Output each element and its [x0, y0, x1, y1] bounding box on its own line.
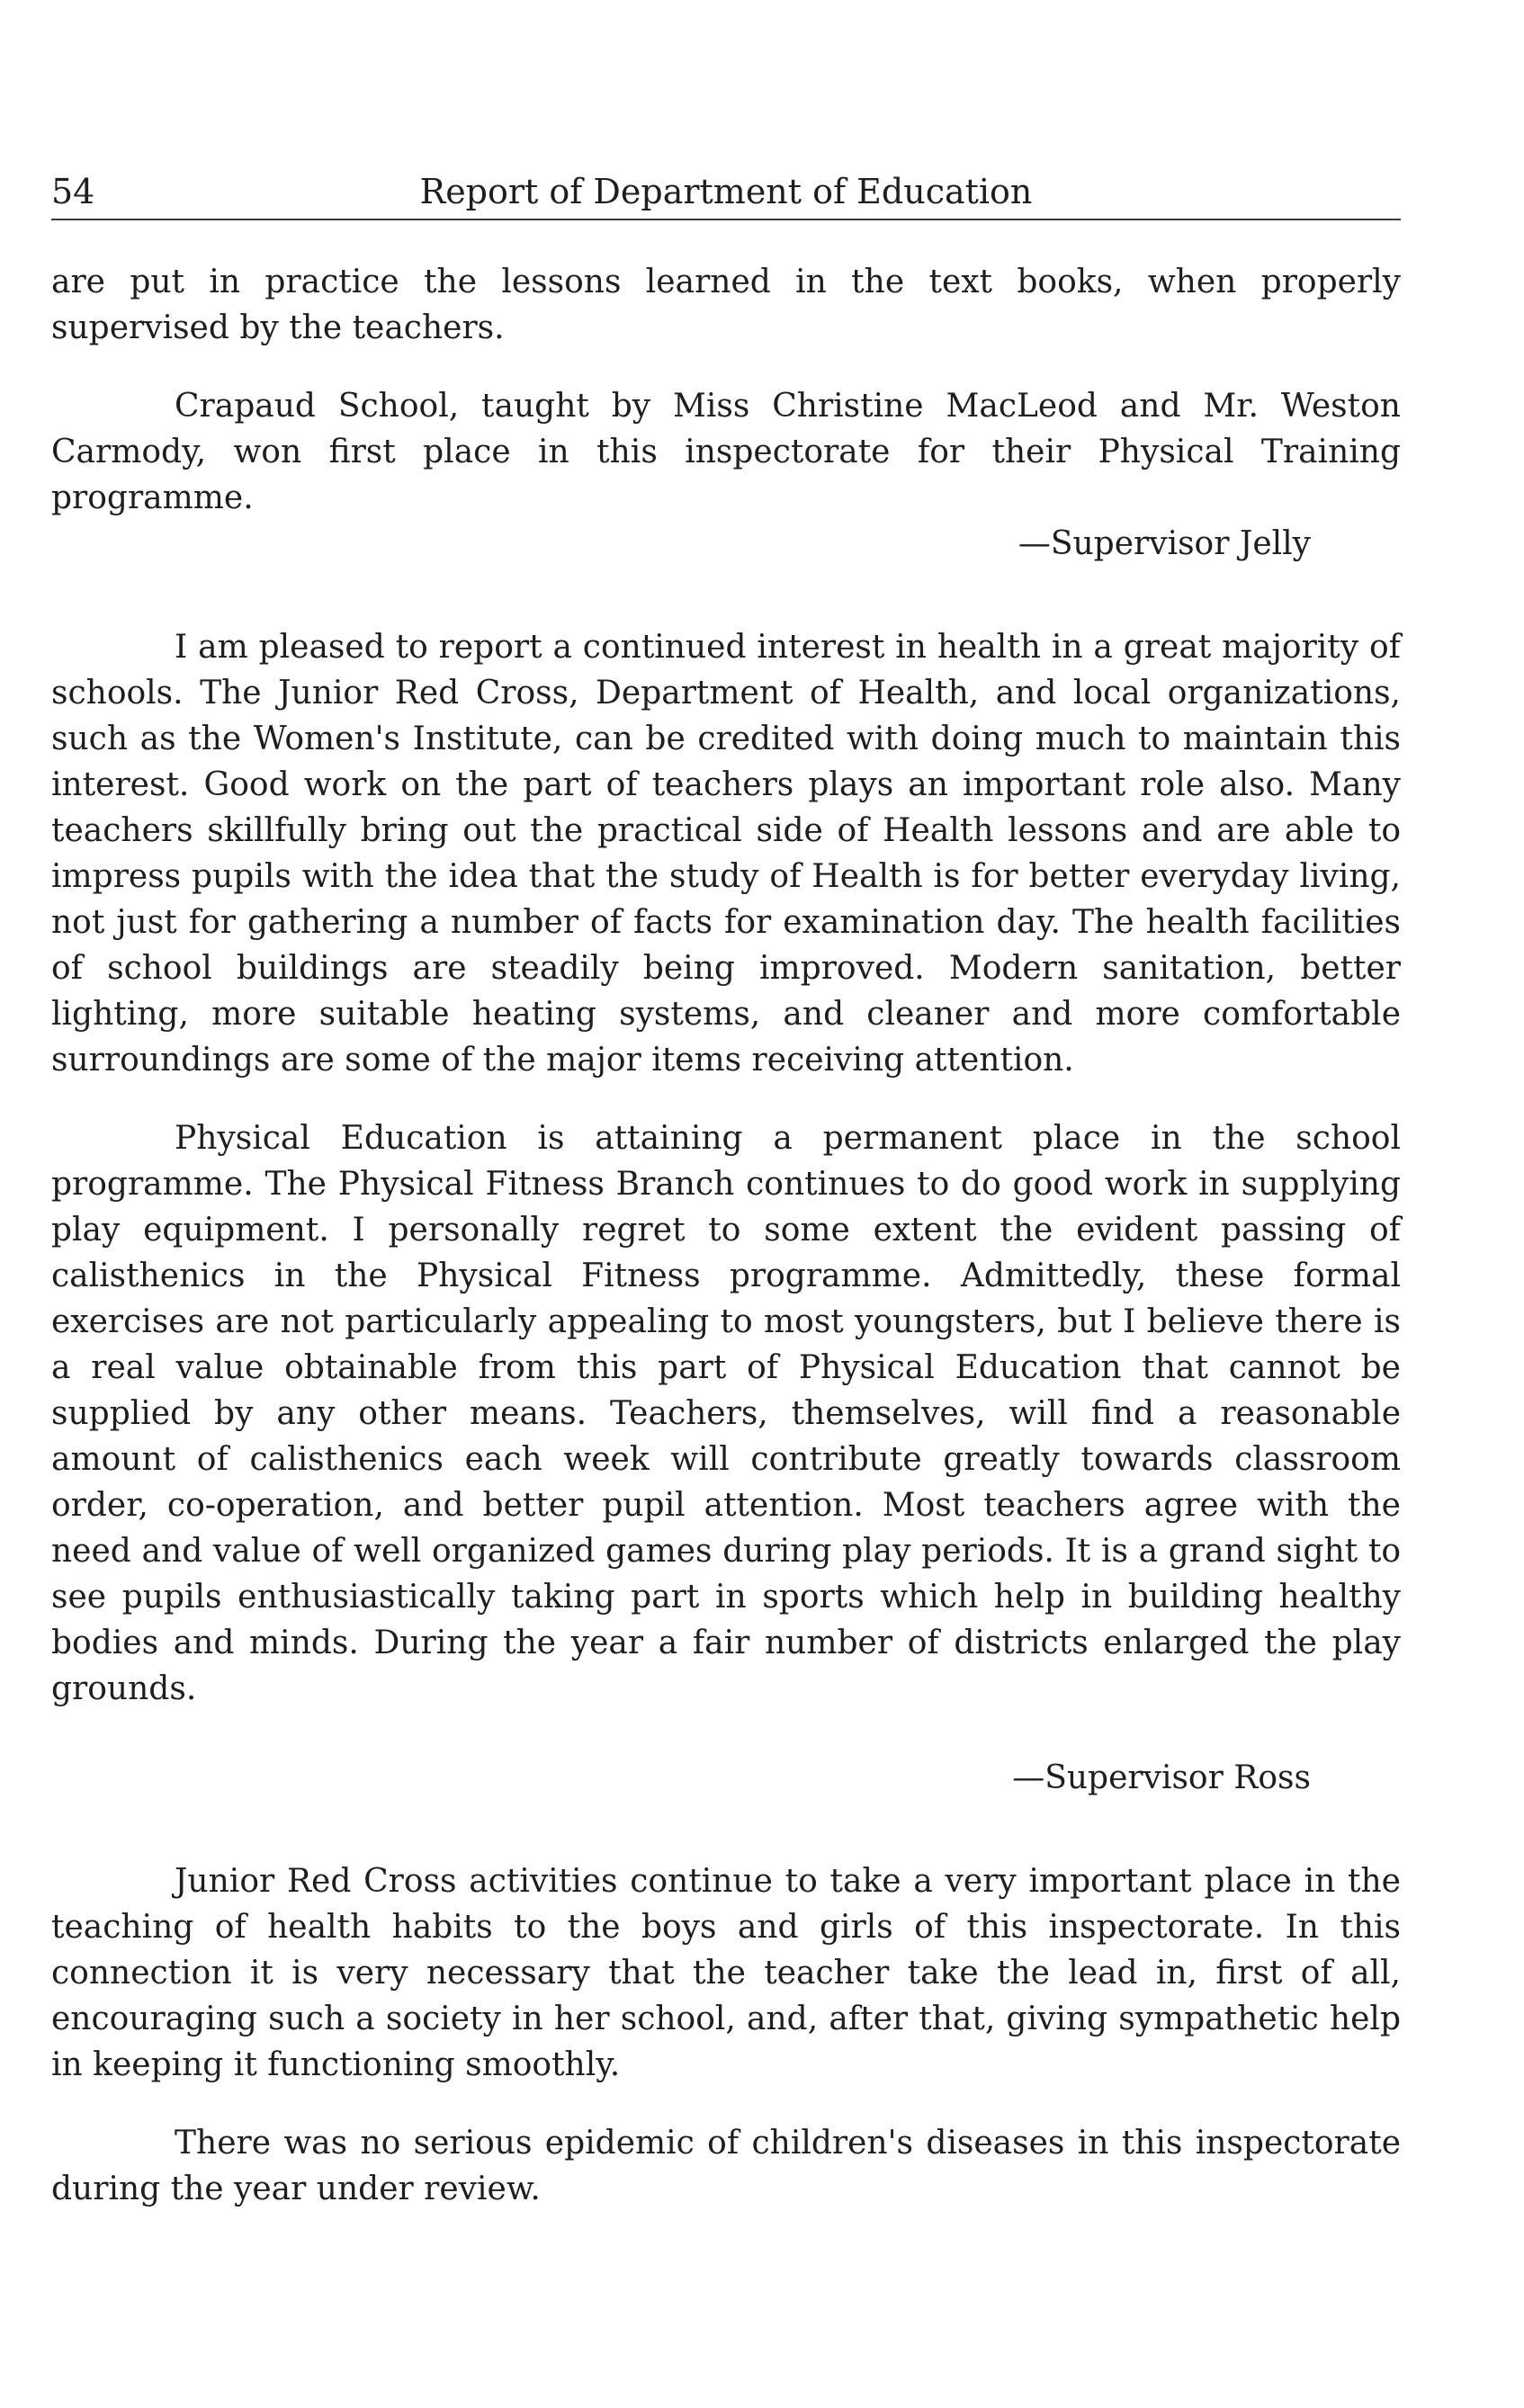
- page-header: [51, 165, 1401, 220]
- running-title: Report of Department of Education: [419, 172, 1033, 211]
- page-number: 54: [51, 172, 95, 211]
- paragraph-epidemic: There was no serious epidemic of children's diseases in this inspectorate during the year under review.: [51, 2125, 1401, 2207]
- signature-supervisor-jelly: —Supervisor Jelly: [1017, 525, 1311, 562]
- paragraph-health-interest: I am pleased to report a continued interest in health in a great majority of schools. The Junior Red Cross, Department of Health, and local organizations, such as the Women's Institute, can be credited with doing much to maintain this interest. Good work on the part of teachers plays an important role also. Many teachers skillfully bring out the practical side of Health lessons and are able to impress pupils with the idea that the study of Health is for better everyday living, not just for gathering a number of facts for examination day. The health facilities of school buildings are steadily being improved. Modern sanitation, better lighting, more suitable heating systems, and cleaner and more comfortable surroundings are some of the major items receiving attention.: [51, 629, 1401, 1079]
- body-text: [51, 259, 1401, 2212]
- paragraph-continued: are put in practice the lessons learned in the text books, when properly supervised by the teachers.: [51, 264, 1401, 346]
- document-page: [51, 0, 1401, 2408]
- paragraph-crapaud-school: Crapaud School, taught by Miss Christine MacLeod and Mr. Weston Carmody, won first place in this inspectorate for their Physical Training programme.: [51, 388, 1401, 516]
- signature-supervisor-ross: —Supervisor Ross: [1012, 1759, 1311, 1796]
- paragraph-junior-red-cross: Junior Red Cross activities continue to take a very important place in the teaching of health habits to the boys and girls of this inspectorate. In this connection it is very necessary that the teacher take the lead in, first of all, encouraging such a society in her school, and, after that, giving sympathetic help in keeping it functioning smoothly.: [51, 1863, 1401, 2083]
- paragraph-physical-education: Physical Education is attaining a permanent place in the school programme. The Physical Fitness Branch continues to do good work in supplying play equipment. I personally regret to some extent the evident passing of calisthenics in the Physical Fitness programme. Admittedly, these formal exercises are not particularly appealing to most youngsters, but I believe there is a real value obtainable from this part of Physical Education that cannot be supplied by any other means. Teachers, themselves, will find a reasonable amount of calisthenics each week will contribute greatly towards classroom order, co-operation, and better pupil attention. Most teachers agree with the need and value of well organized games during play periods. It is a grand sight to see pupils enthusiastically taking part in sports which help in building healthy bodies and minds. During the year a fair number of districts enlarged the play grounds.: [51, 1120, 1401, 1707]
